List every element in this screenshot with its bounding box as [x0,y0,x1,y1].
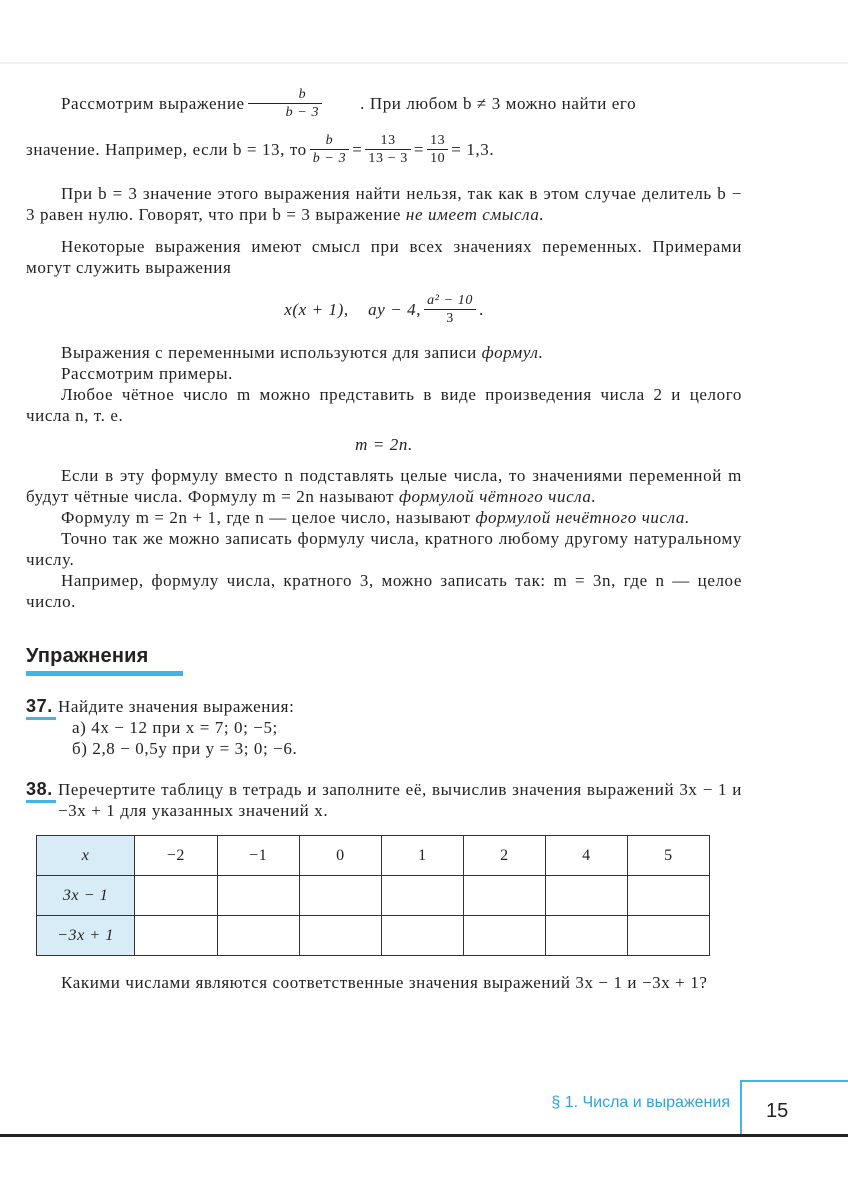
table-cell [135,916,217,956]
term-formulas: формул. [481,343,544,362]
paragraph-11: Например, формулу числа, кратного 3, можно записать так: m = 3n, где n — целое число. [26,571,742,611]
table-cell [463,876,545,916]
paragraph-6: Рассмотрим примеры. [61,364,233,383]
exercise-38-question: Какими числами являются соответственные значения выражений 3x − 1 и −3x + 1? [61,973,708,992]
footer-section-title: § 1. Числа и выражения [551,1094,730,1111]
paragraph-8: Если в эту формулу вместо n подставлять целые числа, то значениями переменной m будут чётные числа. Формулу m = 2n называют формулой чётного числа. [26,466,742,506]
table-header-cell: 1 [381,836,463,876]
formula-m-2n: m = 2n. [355,435,413,454]
table-header-cell: −1 [217,836,299,876]
top-margin [0,0,848,64]
table-cell [217,876,299,916]
paragraph-10: Точно так же можно записать формулу числа, кратного любому другому натуральному числу. [26,529,742,569]
table-row-label: 3x − 1 [37,876,135,916]
fraction-13-over-13-minus-3: $\frac{13}{13 - 3}$ [365,133,411,166]
values-table [36,835,710,956]
table-row-label: −3x + 1 [37,916,135,956]
page-content [26,80,742,993]
table-header-cell: 4 [545,836,627,876]
formula-examples: x(x + 1), ay − 4, $\frac{\text{a² − 10}}{3}$ . [284,292,484,326]
table-header-cell: 5 [627,836,709,876]
page-footer [0,1080,848,1136]
fraction-13-over-10: $\frac{13}{10}$ [427,133,448,166]
table-header-cell: 0 [299,836,381,876]
text-segment: = 1,3. [451,139,495,159]
fraction-a2-minus-10-over-3: $\frac{\text{a² − 10}}{3}$ [424,293,476,326]
text-segment: Рассмотрим выражение [61,93,245,113]
text-segment: . При любом b ≠ 3 можно найти его [360,93,637,113]
table-row [37,916,710,956]
term-even-formula: формулой чётного числа. [399,487,597,506]
footer-rule [0,1134,848,1137]
paragraph-1 [26,80,742,126]
text-segment: значение. Например, если b = 13, то [26,139,307,159]
table-cell [381,916,463,956]
table-header-cell: x [37,836,135,876]
paragraph-9: Формулу m = 2n + 1, где n — целое число, называют формулой нечётного числа. [61,508,690,527]
exercise-38 [26,779,742,821]
paragraph-7: Любое чётное число m можно представить в виде произведения числа 2 и целого числа n, т. е. [26,385,742,425]
table-cell [381,876,463,916]
term-no-meaning: не имеет смысла. [405,205,545,224]
table-header-cell: −2 [135,836,217,876]
exercise-text: Перечертите таблицу в тетрадь и заполните её, вычислив значения выражений 3x − 1 и −3x + 1 для указанных значений x. [58,780,742,820]
table-cell [299,876,381,916]
table-cell [627,876,709,916]
exercise-text: Найдите значения выражения: [58,697,295,716]
table-cell [463,916,545,956]
table-cell [299,916,381,956]
exercise-number: 38. [26,779,53,799]
table-cell [135,876,217,916]
table-row [37,836,710,876]
table-cell [545,916,627,956]
table-cell [627,916,709,956]
section-title-underline [26,671,183,676]
exercise-number: 37. [26,696,53,716]
paragraph-3: При b = 3 значение этого выражения найти нельзя, так как в этом случае делитель b − 3 равен нулю. Говорят, что при b = 3 выражение не имеет смысла. [26,184,742,224]
exercise-part-a: а) 4x − 12 при x = 7; 0; −5; [72,718,278,737]
page-number: 15 [766,1100,789,1122]
paragraph-4: Некоторые выражения имеют смысл при всех значениях переменных. Примерами могут служить выражения [26,237,742,277]
exercise-37 [26,696,742,759]
fraction-b-over-b-minus-3: $\frac{b}{b - 3}$ [248,87,322,120]
paragraph-2: значение. Например, если b = 13, то $\frac{b}{b - 3}$ = $\frac{13}{13 - 3}$ = $\frac{13}{10}$ = 1,3. [26,132,495,166]
page-number-box [740,1080,848,1136]
section-title-exercises: Упражнения [26,645,149,667]
paragraph-5: Выражения с переменными используются для записи формул. [61,343,544,362]
table-row [37,876,710,916]
table-cell [217,916,299,956]
table-cell [545,876,627,916]
exercise-part-b: б) 2,8 − 0,5y при y = 3; 0; −6. [72,739,298,758]
term-odd-formula: формулой нечётного числа. [475,508,690,527]
table-header-cell: 2 [463,836,545,876]
fraction-b-over-b-minus-3: $\frac{b}{b - 3}$ [310,133,349,166]
